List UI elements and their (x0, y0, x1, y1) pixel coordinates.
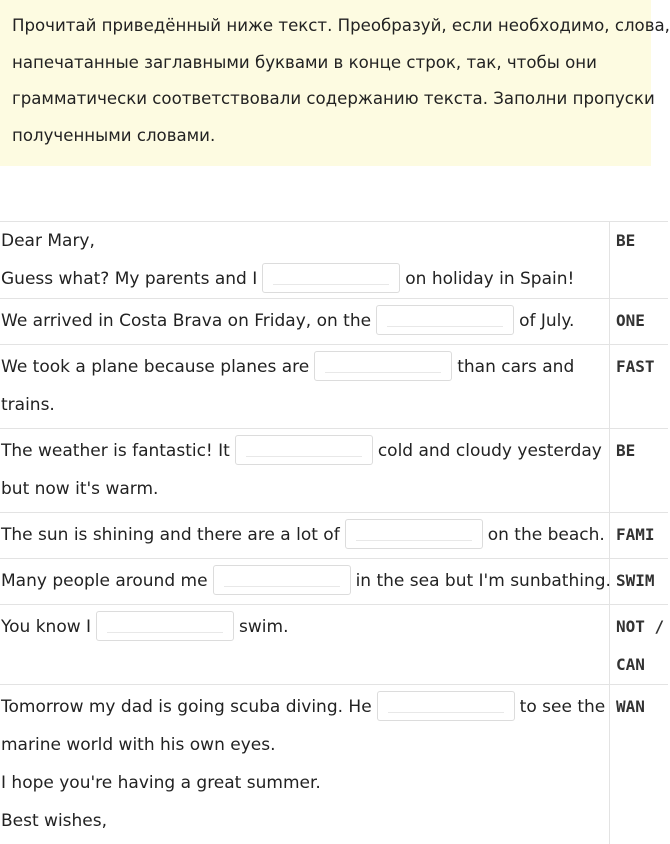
keyword: FAMI (616, 516, 668, 554)
keyword-cell (610, 513, 669, 559)
sentence-text: Tomorrow my dad is going scuba diving. He (1, 697, 372, 717)
sentence-text: The weather is fantastic! It (1, 441, 230, 461)
exercise-row (0, 559, 668, 605)
exercise-table (0, 221, 668, 844)
sentence-cell (0, 299, 610, 345)
sentence-line (0, 222, 609, 260)
sentence-cell (0, 685, 610, 844)
sentence-text: Best wishes, (1, 811, 107, 831)
answer-input[interactable] (376, 305, 514, 335)
answer-input[interactable] (96, 611, 234, 641)
sentence-line (0, 608, 609, 646)
sentence-text: We arrived in Costa Brava on Friday, on the (1, 311, 371, 331)
answer-input[interactable] (235, 435, 373, 465)
sentence-line (0, 562, 609, 600)
keyword-cell (610, 345, 669, 429)
keyword: CAN (616, 646, 668, 684)
sentence-text: to see the (520, 697, 606, 717)
exercise-row (0, 345, 668, 429)
sentence-line (0, 432, 609, 470)
sentence-cell (0, 605, 610, 685)
answer-input[interactable] (314, 351, 452, 381)
exercise-row (0, 605, 668, 685)
keyword: BE (616, 432, 668, 470)
keyword: SWIM (616, 562, 668, 600)
sentence-cell (0, 345, 610, 429)
exercise-row (0, 429, 668, 513)
sentence-text: The sun is shining and there are a lot of (1, 525, 340, 545)
instruction-line: грамматически соответствовали содержанию текста. Заполни пропуски (12, 81, 651, 118)
sentence-line (0, 764, 609, 802)
instruction-line: полученными словами. (12, 118, 651, 155)
exercise-row (0, 299, 668, 345)
sentence-line (0, 726, 609, 764)
sentence-text: than cars and (457, 357, 574, 377)
sentence-text: Guess what? My parents and I (1, 269, 257, 289)
sentence-cell (0, 429, 610, 513)
sentence-line (0, 386, 609, 424)
sentence-line (0, 516, 609, 554)
keyword-cell (610, 559, 669, 605)
sentence-text: in the sea but I'm sunbathing. (356, 571, 611, 591)
sentence-text: marine world with his own eyes. (1, 735, 276, 755)
keyword-cell (610, 299, 669, 345)
keyword-cell (610, 429, 669, 513)
keyword-cell (610, 605, 669, 685)
sentence-line (0, 802, 609, 840)
sentence-text: We took a plane because planes are (1, 357, 309, 377)
sentence-text: You know I (1, 617, 91, 637)
sentence-line (0, 470, 609, 508)
answer-input[interactable] (262, 263, 400, 293)
keyword: NOT / (616, 608, 668, 646)
exercise-row (0, 513, 668, 559)
answer-input[interactable] (213, 565, 351, 595)
sentence-text: swim. (239, 617, 288, 637)
sentence-text: but now it's warm. (1, 479, 158, 499)
sentence-text: Dear Mary, (1, 231, 95, 251)
keyword: FAST (616, 348, 668, 386)
sentence-line (0, 260, 609, 298)
answer-input[interactable] (377, 691, 515, 721)
keyword-cell (610, 222, 669, 299)
exercise-row (0, 222, 668, 299)
sentence-cell (0, 513, 610, 559)
sentence-cell (0, 559, 610, 605)
sentence-text: I hope you're having a great summer. (1, 773, 321, 793)
instruction-line: Прочитай приведённый ниже текст. Преобразуй, если необходимо, слова, (12, 8, 651, 45)
sentence-text: cold and cloudy yesterday (378, 441, 602, 461)
sentence-text: on holiday in Spain! (405, 269, 574, 289)
answer-input[interactable] (345, 519, 483, 549)
sentence-text: of July. (519, 311, 574, 331)
keyword: BE (616, 222, 668, 260)
sentence-text: trains. (1, 395, 55, 415)
sentence-line (0, 302, 609, 340)
sentence-line (0, 688, 609, 726)
instructions-panel (0, 0, 651, 166)
sentence-cell (0, 222, 610, 299)
exercise-row (0, 685, 668, 844)
keyword-cell (610, 685, 669, 844)
keyword: WAN (616, 688, 668, 726)
instruction-line: напечатанные заглавными буквами в конце строк, так, чтобы они (12, 45, 651, 82)
sentence-text: on the beach. (488, 525, 605, 545)
sentence-text: Many people around me (1, 571, 208, 591)
keyword: ONE (616, 302, 668, 340)
sentence-line (0, 348, 609, 386)
